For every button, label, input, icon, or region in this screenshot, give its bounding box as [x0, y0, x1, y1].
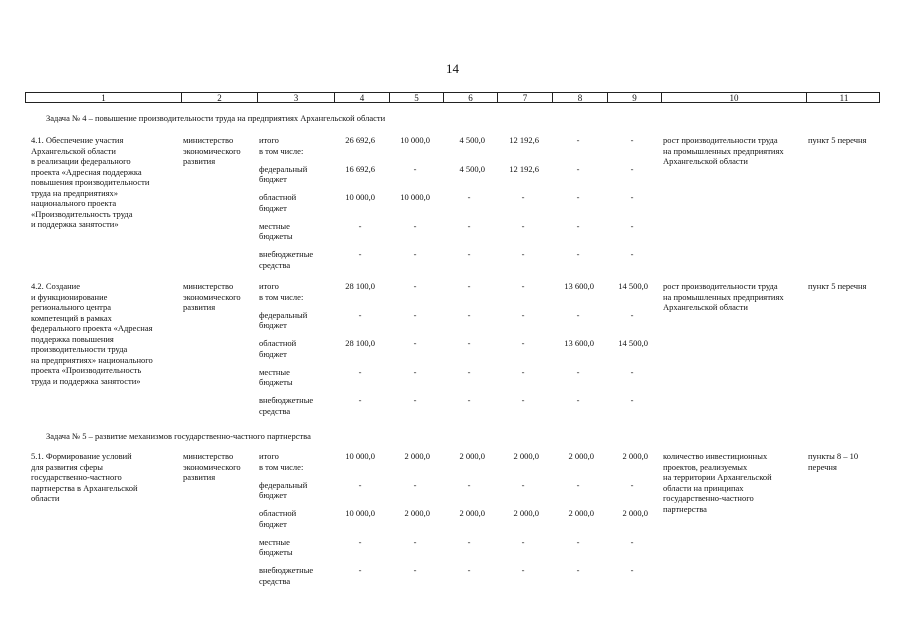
column-header-5: 5 [389, 93, 443, 102]
funding-value: - [358, 536, 362, 547]
funding-value: - [521, 192, 525, 202]
funding-value: - [413, 281, 417, 291]
task-heading: Задача № 5 – развитие механизмов государственно-частного партнерства [46, 431, 311, 441]
funding-value: - [467, 366, 471, 377]
funding-value: 10 000,0 [345, 451, 375, 461]
funding-value: - [413, 536, 417, 547]
funding-value: - [630, 565, 634, 575]
funding-value: - [521, 249, 525, 259]
funding-value: 2 000,0 [513, 451, 539, 461]
funding-value: - [413, 220, 417, 231]
funding-value: - [576, 395, 580, 405]
measure-name: 4.2. Создание и функционирование регионального центра компетенций в рамках федерального проекта «Адресная поддержка повышения производительности труда на предприятиях» национального проекта «Производительность труда и поддержка занятости» [31, 281, 153, 386]
funding-value: - [413, 565, 417, 575]
column-header-2: 2 [181, 93, 257, 102]
plan-reference: пункты 8 – 10 перечня [808, 451, 859, 472]
funding-value: - [467, 281, 471, 291]
funding-value: - [467, 309, 471, 320]
funding-source: итого в том числе: [259, 135, 304, 156]
plan-reference: пункт 5 перечня [808, 135, 867, 145]
funding-value: - [521, 220, 525, 231]
funding-value: - [358, 479, 362, 490]
funding-value: 2 000,0 [622, 508, 648, 518]
funding-value: 2 000,0 [404, 508, 430, 518]
executor: министерство экономического развития [183, 281, 241, 312]
funding-value: - [576, 479, 580, 490]
column-header-11: 11 [806, 93, 881, 102]
funding-value: - [467, 220, 471, 231]
funding-value: 12 192,6 [509, 163, 539, 174]
funding-value: - [521, 281, 525, 291]
funding-source: внебюджетные средства [259, 565, 314, 586]
funding-value: - [630, 536, 634, 547]
executor: министерство экономического развития [183, 135, 241, 166]
funding-value: - [521, 536, 525, 547]
funding-value: 2 000,0 [568, 451, 594, 461]
funding-value: - [413, 366, 417, 377]
expected-result: рост производительности труда на промышленных предприятиях Архангельской области [663, 281, 784, 312]
funding-value: 10 000,0 [400, 135, 430, 145]
funding-source: федеральный бюджет [259, 309, 308, 330]
funding-source: областной бюджет [259, 508, 297, 529]
column-header-8: 8 [552, 93, 607, 102]
funding-value: - [358, 220, 362, 231]
funding-value: - [576, 309, 580, 320]
funding-value: - [576, 220, 580, 231]
funding-value: - [413, 395, 417, 405]
funding-value: - [630, 249, 634, 259]
funding-value: - [576, 366, 580, 377]
funding-source: итого в том числе: [259, 281, 304, 302]
column-header-7: 7 [497, 93, 552, 102]
funding-value: 2 000,0 [459, 451, 485, 461]
funding-value: - [521, 479, 525, 490]
funding-source: областной бюджет [259, 338, 297, 359]
funding-value: - [521, 309, 525, 320]
funding-value: 13 600,0 [564, 281, 594, 291]
funding-value: - [521, 338, 525, 348]
funding-value: 4 500,0 [459, 163, 485, 174]
funding-value: - [467, 192, 471, 202]
funding-value: 2 000,0 [513, 508, 539, 518]
funding-value: 14 500,0 [618, 338, 648, 348]
funding-value: - [576, 536, 580, 547]
funding-source: федеральный бюджет [259, 163, 308, 184]
funding-value: - [413, 479, 417, 490]
expected-result: рост производительности труда на промышленных предприятиях Архангельской области [663, 135, 784, 166]
funding-value: - [576, 135, 580, 145]
funding-value: - [521, 565, 525, 575]
funding-value: - [467, 249, 471, 259]
funding-source: областной бюджет [259, 192, 297, 213]
funding-value: - [413, 249, 417, 259]
funding-value: - [630, 479, 634, 490]
plan-reference: пункт 5 перечня [808, 281, 867, 291]
funding-value: 10 000,0 [400, 192, 430, 202]
funding-value: 2 000,0 [459, 508, 485, 518]
funding-value: - [467, 479, 471, 490]
funding-value: - [358, 366, 362, 377]
table-header-row [25, 92, 880, 103]
funding-value: - [358, 249, 362, 259]
funding-value: 4 500,0 [459, 135, 485, 145]
column-header-10: 10 [661, 93, 806, 102]
funding-value: - [467, 338, 471, 348]
funding-source: итого в том числе: [259, 451, 304, 472]
funding-value: - [630, 309, 634, 320]
measure-name: 5.1. Формирование условий для развития сферы государственно-частного партнерства в Архангельской области [31, 451, 138, 503]
task-heading: Задача № 4 – повышение производительности труда на предприятиях Архангельской области [46, 113, 386, 123]
funding-source: внебюджетные средства [259, 249, 314, 270]
funding-value: - [630, 366, 634, 377]
funding-value: 2 000,0 [404, 451, 430, 461]
column-header-9: 9 [607, 93, 661, 102]
funding-value: - [413, 309, 417, 320]
funding-value: - [358, 395, 362, 405]
funding-value: - [358, 309, 362, 320]
funding-value: - [576, 163, 580, 174]
funding-value: 28 100,0 [345, 338, 375, 348]
funding-value: 10 000,0 [345, 192, 375, 202]
column-header-4: 4 [334, 93, 389, 102]
column-header-6: 6 [443, 93, 497, 102]
page-number: 14 [446, 61, 459, 76]
funding-value: - [630, 395, 634, 405]
funding-value: - [521, 395, 525, 405]
funding-source: федеральный бюджет [259, 479, 308, 500]
funding-source: местные бюджеты [259, 220, 293, 241]
funding-value: - [413, 163, 417, 174]
funding-value: 13 600,0 [564, 338, 594, 348]
column-header-1: 1 [101, 93, 106, 103]
funding-value: 2 000,0 [622, 451, 648, 461]
funding-value: - [576, 249, 580, 259]
funding-value: - [467, 395, 471, 405]
funding-source: местные бюджеты [259, 536, 293, 557]
funding-value: 14 500,0 [618, 281, 648, 291]
funding-value: - [467, 536, 471, 547]
funding-value: 12 192,6 [509, 135, 539, 145]
column-header-3: 3 [257, 93, 334, 102]
funding-value: - [630, 135, 634, 145]
funding-source: местные бюджеты [259, 366, 293, 387]
funding-value: - [630, 192, 634, 202]
funding-value: - [467, 565, 471, 575]
funding-value: - [358, 565, 362, 575]
funding-value: 10 000,0 [345, 508, 375, 518]
funding-value: - [521, 366, 525, 377]
measure-name: 4.1. Обеспечение участия Архангельской области в реализации федерального проекта «Адресная поддержка повышения производительности труда на предприятиях» национального проекта «Производительность труда и поддержка занятости» [31, 135, 150, 229]
funding-value: - [413, 338, 417, 348]
funding-value: - [630, 220, 634, 231]
funding-source: внебюджетные средства [259, 395, 314, 416]
funding-value: - [630, 163, 634, 174]
funding-value: 28 100,0 [345, 281, 375, 291]
funding-value: - [576, 192, 580, 202]
funding-value: 26 692,6 [345, 135, 375, 145]
funding-value: 16 692,6 [345, 163, 375, 174]
funding-value: - [576, 565, 580, 575]
executor: министерство экономического развития [183, 451, 241, 482]
expected-result: количество инвестиционных проектов, реализуемых на территории Архангельской области на принципах государственно-частного партнерства [663, 451, 772, 514]
funding-value: 2 000,0 [568, 508, 594, 518]
